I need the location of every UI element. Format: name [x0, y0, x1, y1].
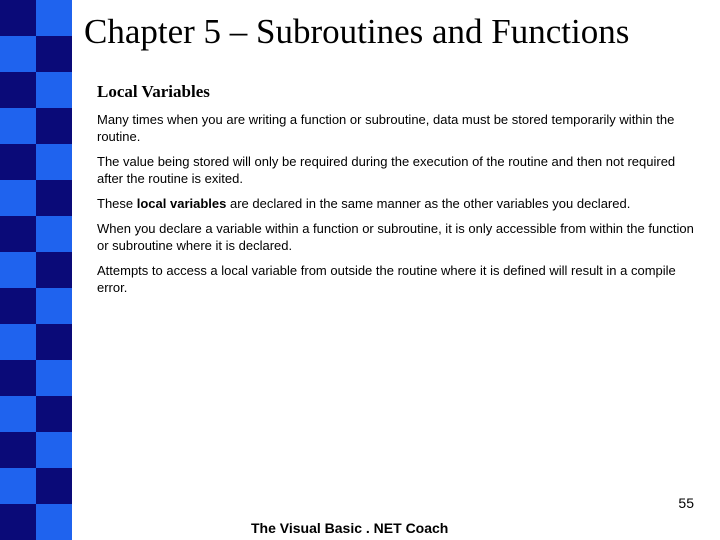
sidebar-tile — [0, 108, 36, 144]
sidebar-tile — [36, 360, 72, 396]
sidebar-tile — [36, 396, 72, 432]
sidebar-tile — [36, 72, 72, 108]
checkered-sidebar — [0, 0, 72, 540]
sidebar-tile — [0, 36, 36, 72]
sidebar-tile — [36, 36, 72, 72]
sidebar-tile — [36, 216, 72, 252]
sidebar-tile — [0, 72, 36, 108]
paragraph-3 — [97, 195, 697, 212]
sidebar-tile — [0, 324, 36, 360]
paragraph-5: Attempts to access a local variable from outside the routine where it is defined will result in a compile error. — [97, 263, 676, 295]
sidebar-tile — [0, 468, 36, 504]
sidebar-tile — [0, 288, 36, 324]
sidebar-tile — [36, 432, 72, 468]
sidebar-tile — [0, 504, 36, 540]
sidebar-tile — [36, 288, 72, 324]
paragraph-2: The value being stored will only be required during the execution of the routine and then not required after the routine is exited. — [97, 154, 676, 186]
sidebar-tile — [36, 108, 72, 144]
page-number: 55 — [678, 495, 694, 511]
sidebar-tile — [0, 180, 36, 216]
slide-body — [97, 82, 697, 304]
sidebar-tile — [36, 504, 72, 540]
sidebar-tile — [0, 144, 36, 180]
sidebar-tile — [0, 396, 36, 432]
sidebar-tile — [0, 0, 36, 36]
local-variables-term: local variables — [136, 196, 227, 211]
sidebar-tile — [36, 144, 72, 180]
sidebar-tile — [36, 252, 72, 288]
sidebar-tile — [36, 324, 72, 360]
paragraph-1: Many times when you are writing a function or subroutine, data must be stored temporarily within the routine. — [97, 112, 675, 144]
sidebar-tile — [0, 360, 36, 396]
slide-title: Chapter 5 – Subroutines and Functions — [84, 12, 630, 51]
sidebar-tile — [36, 0, 72, 36]
sidebar-tile — [36, 468, 72, 504]
paragraph-3-rest: are declared in the same manner as the other variables you declared. — [226, 196, 631, 211]
footer-text: The Visual Basic . NET Coach — [251, 520, 449, 536]
section-heading: Local Variables — [97, 82, 210, 101]
sidebar-tile — [36, 180, 72, 216]
sidebar-tile — [0, 432, 36, 468]
paragraph-3-lead: These — [97, 196, 137, 211]
sidebar-tile — [0, 252, 36, 288]
sidebar-tile — [0, 216, 36, 252]
paragraph-4: When you declare a variable within a function or subroutine, it is only accessible from within the function or subroutine where it is declared. — [97, 221, 694, 253]
